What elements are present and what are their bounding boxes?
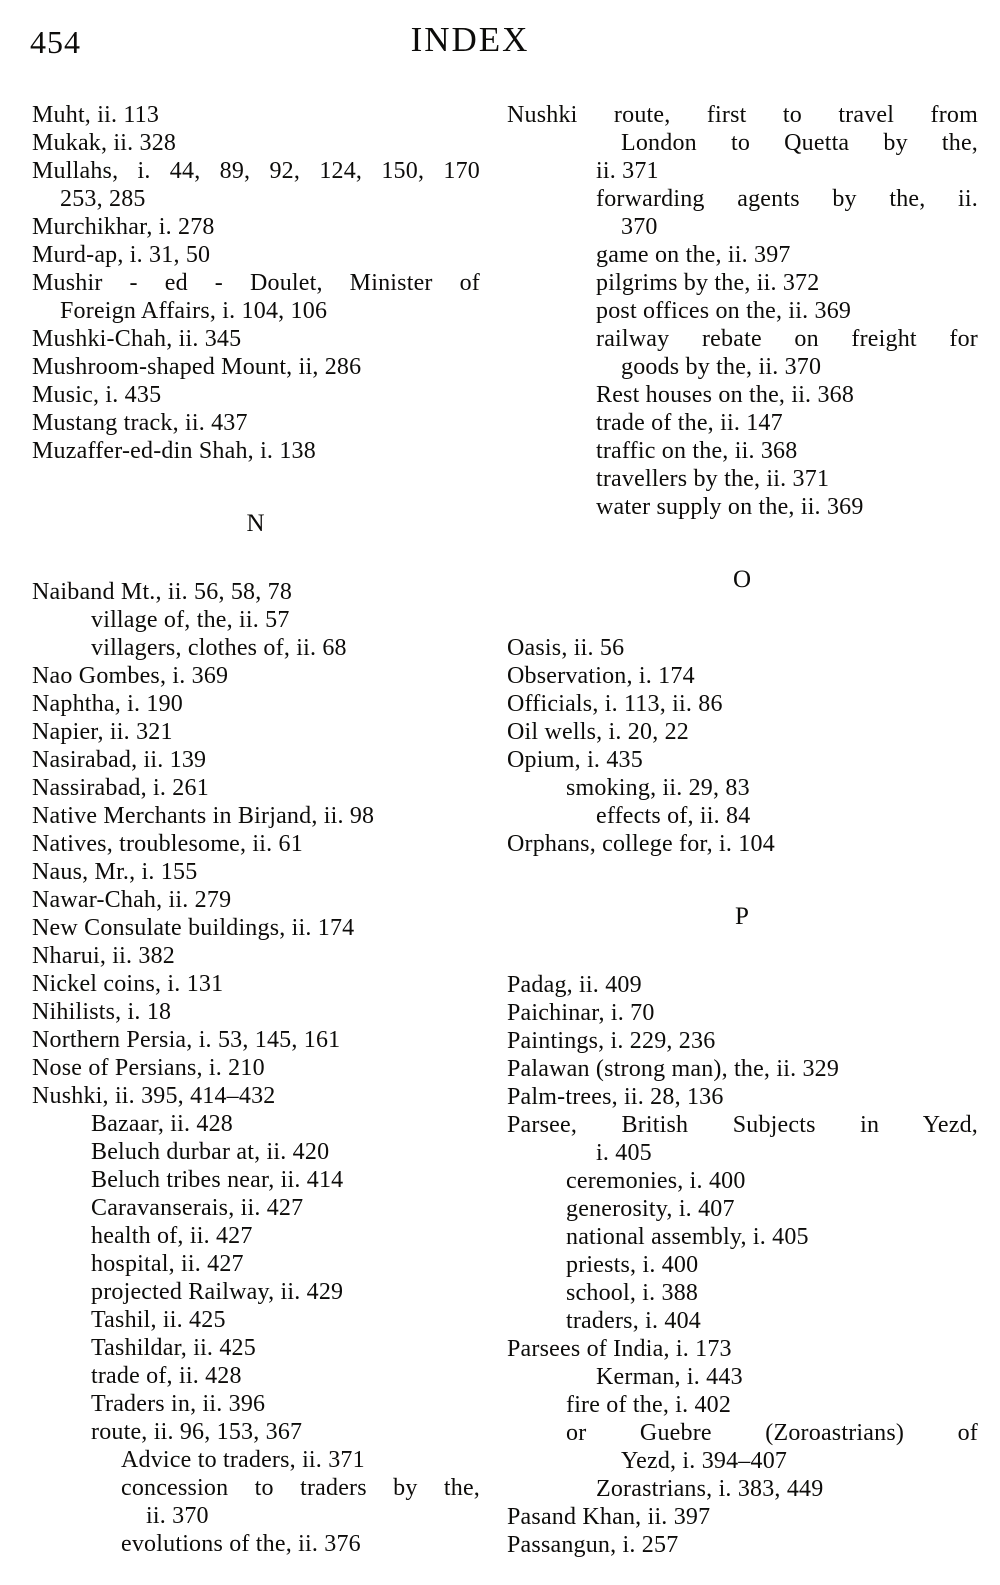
- index-entry: smoking, ii. 29, 83: [566, 775, 750, 801]
- index-section: [32, 510, 480, 1558]
- index-entry: Parsees of India, i. 173: [507, 1336, 732, 1362]
- index-section: [507, 566, 978, 858]
- index-entry: New Consulate buildings, ii. 174: [32, 915, 355, 941]
- index-entry: trade of the, ii. 147: [596, 410, 783, 436]
- index-entry: Advice to traders, ii. 371: [121, 1447, 365, 1473]
- index-entry: effects of, ii. 84: [596, 803, 751, 829]
- index-entry: generosity, i. 407: [566, 1196, 735, 1222]
- index-section: [507, 101, 978, 521]
- index-entry: Napier, ii. 321: [32, 719, 173, 745]
- page-title: INDEX: [410, 20, 530, 59]
- index-entry: traffic on the, ii. 368: [596, 438, 798, 464]
- index-entry: Nihilists, i. 18: [32, 999, 172, 1025]
- index-entry: ceremonies, i. 400: [566, 1168, 746, 1194]
- index-entry: 370: [621, 214, 658, 240]
- index-entry: fire of the, i. 402: [566, 1392, 732, 1418]
- index-entry: Tashildar, ii. 425: [91, 1335, 256, 1361]
- index-entry: trade of, ii. 428: [91, 1363, 242, 1389]
- index-entry: goods by the, ii. 370: [621, 354, 822, 380]
- index-section: [507, 903, 978, 1559]
- index-entry: 253, 285: [60, 186, 146, 212]
- index-entry: Tashil, ii. 425: [91, 1307, 226, 1333]
- index-entry: Nawar-Chah, ii. 279: [32, 887, 232, 913]
- index-entry: Passangun, i. 257: [507, 1532, 679, 1558]
- index-entry: Mushroom-shaped Mount, ii, 286: [32, 354, 362, 380]
- index-entry: Nasirabad, ii. 139: [32, 747, 207, 773]
- index-entry: Muht, ii. 113: [32, 102, 160, 128]
- index-entry: Rest houses on the, ii. 368: [596, 382, 855, 408]
- index-entry: Palm-trees, ii. 28, 136: [507, 1084, 724, 1110]
- index-entry: pilgrims by the, ii. 372: [596, 270, 820, 296]
- index-entry: traders, i. 404: [566, 1308, 701, 1334]
- index-entry: Northern Persia, i. 53, 145, 161: [32, 1027, 341, 1053]
- index-entry: Beluch durbar at, ii. 420: [91, 1139, 330, 1165]
- index-entry: Paintings, i. 229, 236: [507, 1028, 716, 1054]
- index-entry: Muzaffer-ed-din Shah, i. 138: [32, 438, 316, 464]
- index-entry: Officials, i. 113, ii. 86: [507, 691, 723, 717]
- index-entry: game on the, ii. 397: [596, 242, 791, 268]
- index-entry: villagers, clothes of, ii. 68: [91, 635, 347, 661]
- index-entry: health of, ii. 427: [91, 1223, 253, 1249]
- index-entry: Parsee, British Subjects in Yezd,: [507, 1112, 978, 1138]
- index-entry: Murd-ap, i. 31, 50: [32, 242, 211, 268]
- index-entry: school, i. 388: [566, 1280, 699, 1306]
- index-entry: Nose of Persians, i. 210: [32, 1055, 265, 1081]
- index-entry: London to Quetta by the,: [621, 130, 978, 156]
- index-entry: Beluch tribes near, ii. 414: [91, 1167, 344, 1193]
- right-column: [507, 101, 978, 1559]
- index-entry: Naphtha, i. 190: [32, 691, 183, 717]
- index-entry: Yezd, i. 394–407: [621, 1448, 788, 1474]
- index-entry: or Guebre (Zoroastrians) of: [566, 1420, 978, 1446]
- index-entry: priests, i. 400: [566, 1252, 699, 1278]
- index-entry: Kerman, i. 443: [596, 1364, 743, 1390]
- index-entry: Nickel coins, i. 131: [32, 971, 224, 997]
- index-entry: Oil wells, i. 20, 22: [507, 719, 689, 745]
- index-entry: Oasis, ii. 56: [507, 635, 625, 661]
- index-entry: i. 405: [596, 1140, 652, 1166]
- index-entry: Opium, i. 435: [507, 747, 643, 773]
- index-entry: Pasand Khan, ii. 397: [507, 1504, 711, 1530]
- index-entry: Traders in, ii. 396: [91, 1391, 266, 1417]
- index-entry: Palawan (strong man), the, ii. 329: [507, 1056, 840, 1082]
- index-entry: Naus, Mr., i. 155: [32, 859, 198, 885]
- section-heading-O: O: [732, 566, 753, 593]
- index-entry: Padag, ii. 409: [507, 972, 642, 998]
- index-entry: Native Merchants in Birjand, ii. 98: [32, 803, 375, 829]
- index-entry: travellers by the, ii. 371: [596, 466, 830, 492]
- index-entry: Observation, i. 174: [507, 663, 695, 689]
- index-entry: Bazaar, ii. 428: [91, 1111, 233, 1137]
- index-entry: Paichinar, i. 70: [507, 1000, 655, 1026]
- index-section: [32, 101, 480, 465]
- index-entry: Mustang track, ii. 437: [32, 410, 248, 436]
- index-entry: Murchikhar, i. 278: [32, 214, 215, 240]
- index-entry: Nharui, ii. 382: [32, 943, 175, 969]
- page-number: 454: [30, 24, 81, 60]
- index-entry: Mushki-Chah, ii. 345: [32, 326, 242, 352]
- index-entry: hospital, ii. 427: [91, 1251, 244, 1277]
- index-entry: Zorastrians, i. 383, 449: [596, 1476, 824, 1502]
- index-entry: water supply on the, ii. 369: [596, 494, 864, 520]
- index-entry: ii. 371: [596, 158, 659, 184]
- index-entry: Caravanserais, ii. 427: [91, 1195, 304, 1221]
- index-entry: Music, i. 435: [32, 382, 162, 408]
- index-entry: Foreign Affairs, i. 104, 106: [60, 298, 328, 324]
- index-entry: evolutions of the, ii. 376: [121, 1531, 361, 1557]
- index-entry: ii. 370: [146, 1503, 209, 1529]
- index-entry: concession to traders by the,: [121, 1475, 480, 1501]
- left-column: [32, 101, 480, 1558]
- index-entry: post offices on the, ii. 369: [596, 298, 852, 324]
- index-entry: Nao Gombes, i. 369: [32, 663, 229, 689]
- index-entry: railway rebate on freight for: [596, 326, 978, 352]
- index-entry: forwarding agents by the, ii.: [596, 186, 978, 212]
- section-heading-N: N: [246, 510, 266, 537]
- index-entry: Orphans, college for, i. 104: [507, 831, 775, 857]
- index-entry: Mukak, ii. 328: [32, 130, 177, 156]
- index-entry: Nassirabad, i. 261: [32, 775, 209, 801]
- section-heading-P: P: [735, 903, 750, 930]
- index-entry: Nushki route, first to travel from: [507, 102, 978, 128]
- index-entry: projected Railway, ii. 429: [91, 1279, 344, 1305]
- index-entry: route, ii. 96, 153, 367: [91, 1419, 303, 1445]
- index-entry: national assembly, i. 405: [566, 1224, 809, 1250]
- index-entry: Nushki, ii. 395, 414–432: [32, 1083, 276, 1109]
- index-entry: Natives, troublesome, ii. 61: [32, 831, 303, 857]
- index-entry: village of, the, ii. 57: [91, 607, 290, 633]
- index-entry: Naiband Mt., ii. 56, 58, 78: [32, 579, 293, 605]
- index-entry: Mushir - ed - Doulet, Minister of: [32, 270, 480, 296]
- index-entry: Mullahs, i. 44, 89, 92, 124, 150, 170: [32, 158, 480, 184]
